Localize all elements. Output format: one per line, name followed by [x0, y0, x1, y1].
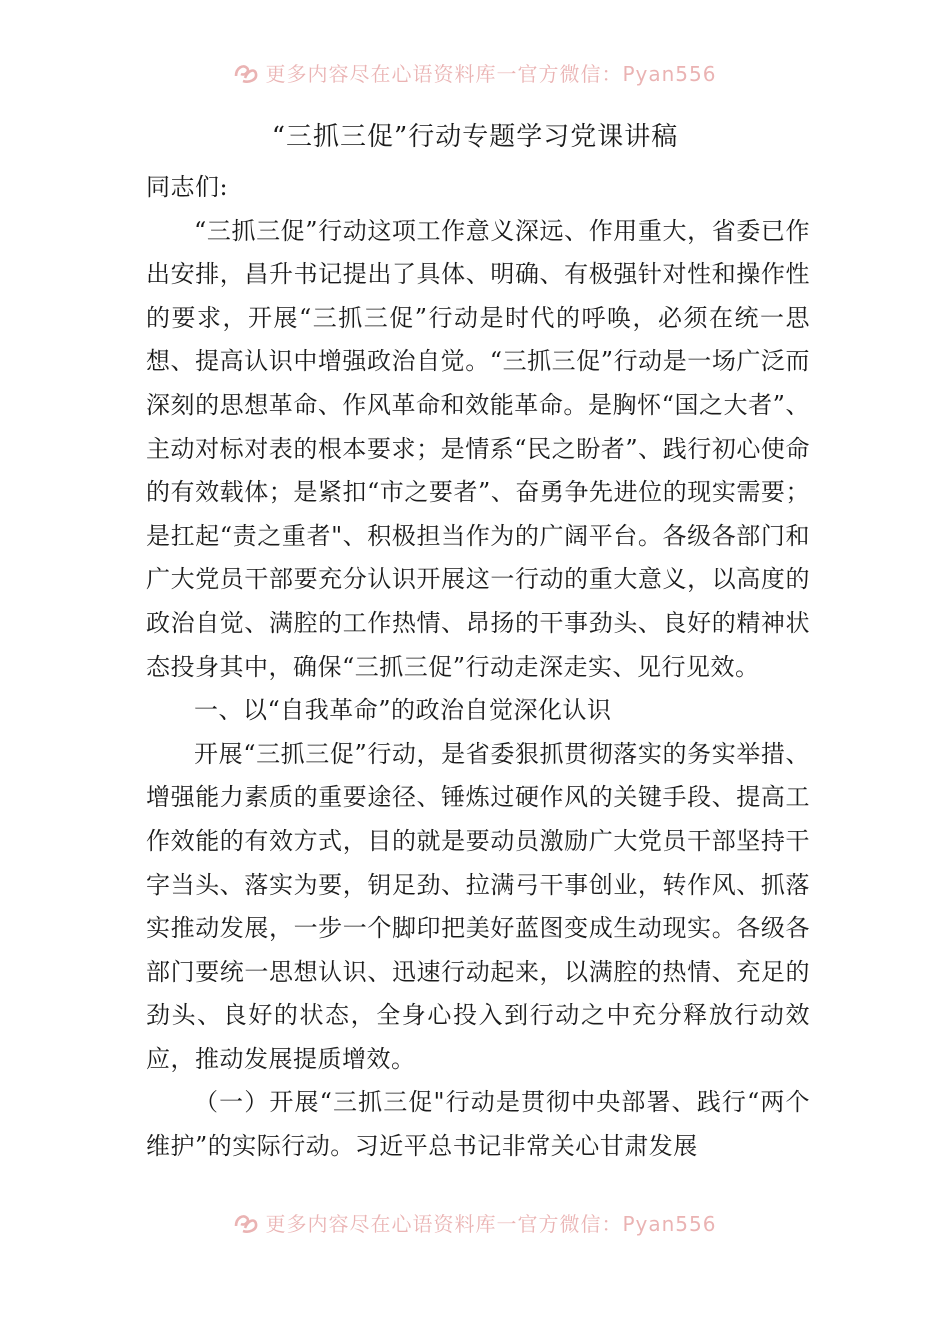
section-heading: 一、以“自我革命”的政治自觉深化认识: [194, 696, 612, 725]
watermark-header: [0, 58, 950, 89]
salutation: 同志们:: [146, 173, 229, 201]
body-paragraph: 开展“三抓三促”行动，是省委狠抓贯彻落实的务实举措、增强能力素质的重要途径、锤炼过硬作风的关键手段、提高工作效能的有效方式，目的就是要动员激励广大党员干部坚持干字当头、落实为要，钥足劲、拉满弓干事创业，转作风、抓落实推动发展，一步一个脚印把美好蓝图变成生动现实。各级各部门要统一思想认识、迅速行动起来，以满腔的热情、充足的劲头、良好的状态，全身心投入到行动之中充分释放行动效应，推动发展提质增效。: [146, 739, 810, 1073]
watermark-text: 更多内容尽在心语资料库一官方微信：Pyan556: [265, 1212, 717, 1236]
brand-logo-icon: [233, 62, 259, 89]
watermark-footer: [0, 1208, 950, 1239]
body-paragraph: “三抓三促”行动这项工作意义深远、作用重大，省委已作出安排，昌升书记提出了具体、明确、有极强针对性和操作性的要求，开展“三抓三促”行动是时代的呼唤，必须在统一思想、提高认识中增强政治自觉。“三抓三促”行动是一场广泛而深刻的思想革命、作风革命和效能革命。是胸怀“国之大者”、主动对标对表的根本要求；是情系“民之盼者”、践行初心使命的有效载体；是紧扣“市之要者”、奋勇争先进位的现实需要；是扛起“责之重者"、积极担当作为的广阔平台。各级各部门和广大党员干部要充分认识开展这一行动的重大意义，以高度的政治自觉、满腔的工作热情、昂扬的干事劲头、良好的精神状态投身其中，确保“三抓三促”行动走深走实、见行见效。: [146, 216, 810, 681]
document-body: [146, 166, 810, 1169]
watermark-text: 更多内容尽在心语资料库一官方微信：Pyan556: [265, 62, 717, 86]
subsection-paragraph: （一）开展“三抓三促"行动是贯彻中央部署、践行“两个维护”的实际行动。习近平总书记非常关心甘肃发展: [146, 1088, 810, 1161]
brand-logo-icon: [233, 1212, 259, 1239]
document-title: “三抓三促”行动专题学习党课讲稿: [271, 122, 679, 152]
